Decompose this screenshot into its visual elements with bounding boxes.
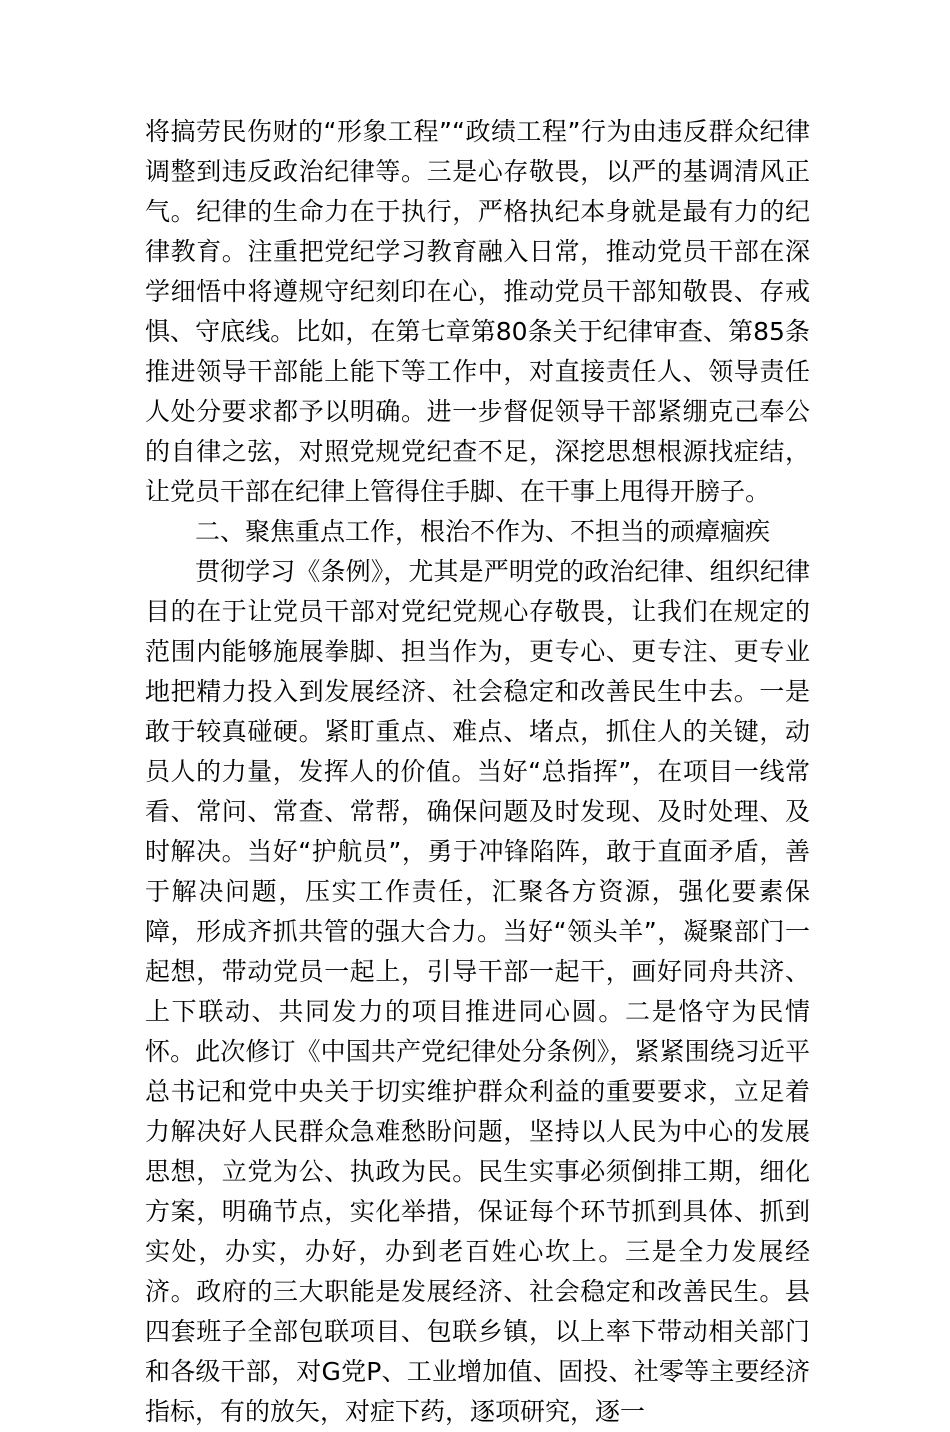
section-heading: 二、聚焦重点工作，根治不作为、不担当的顽瘴痼疾 (195, 517, 771, 546)
document-page (145, 112, 810, 1432)
paragraph-body: 贯彻学习《条例》，尤其是严明党的政治纪律、组织纪律目的在于让党员干部对党纪党规心存敬畏，让我们在规定的范围内能够施展拳脚、担当作为，更专心、更专注、更专业地把精力投入到发展经济、社会稳定和改善民生中去。一是敢于较真碰硬。紧盯重点、难点、堵点，抓住人的关键，动员人的力量，发挥人的价值。当好“总指挥”，在项目一线常看、常问、常查、常帮，确保问题及时发现、及时处理、及时解决。当好“护航员”，勇于冲锋陷阵，敢于直面矛盾，善于解决问题，压实工作责任，汇聚各方资源，强化要素保障，形成齐抓共管的强大合力。当好“领头羊”，凝聚部门一起想，带动党员一起上，引导干部一起干，画好同舟共济、上下联动、共同发力的项目推进同心圆。二是恪守为民情怀。此次修订《中国共产党纪律处分条例》，紧紧围绕习近平总书记和党中央关于切实维护群众利益的重要要求，立足着力解决好人民群众急难愁盼问题，坚持以人民为中心的发展思想，立党为公、执政为民。民生实事必须倒排工期，细化方案，明确节点，实化举措，保证每个环节抓到具体、抓到实处，办实，办好，办到老百姓心坎上。三是全力发展经济。政府的三大职能是发展经济、社会稳定和改善民生。县四套班子全部包联项目、包联乡镇，以上率下带动相关部门和各级干部，对G党P、工业增加值、固投、社零等主要经济指标，有的放矢，对症下药，逐项研究，逐一 (145, 557, 810, 1426)
paragraph-continued: 将搞劳民伤财的“形象工程”“政绩工程”行为由违反群众纪律调整到违反政治纪律等。三是心存敬畏，以严的基调清风正气。纪律的生命力在于执行，严格执纪本身就是最有力的纪律教育。注重把党纪学习教育融入日常，推动党员干部在深学细悟中将遵规守纪刻印在心，推动党员干部知敬畏、存戒惧、守底线。比如，在第七章第80条关于纪律审查、第85条推进领导干部能上能下等工作中，对直接责任人、领导责任人处分要求都予以明确。进一步督促领导干部紧绷克己奉公的自律之弦，对照党规党纪查不足，深挖思想根源找症结，让党员干部在纪律上管得住手脚、在干事上甩得开膀子。 (145, 117, 810, 506)
